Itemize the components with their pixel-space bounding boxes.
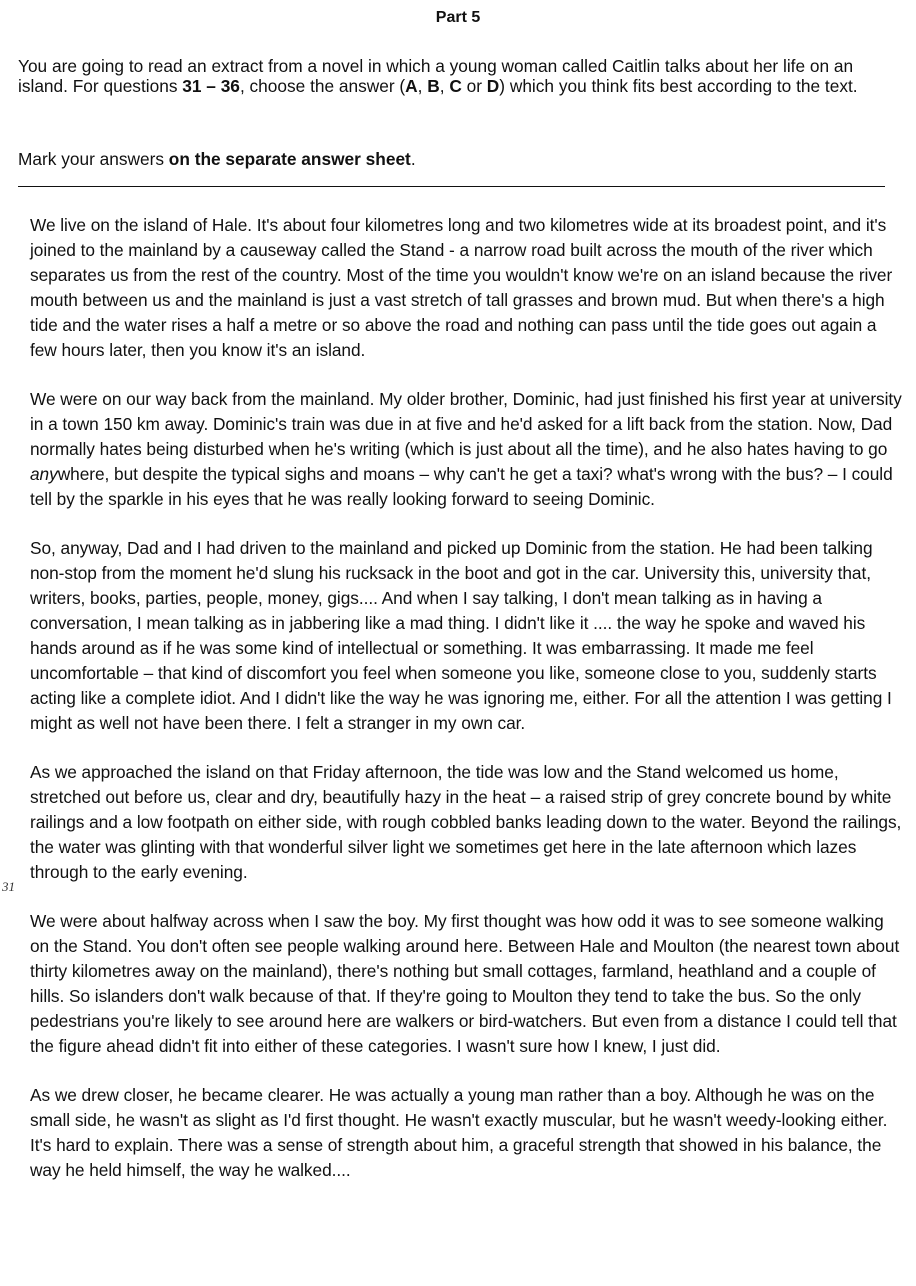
paragraph-6: As we drew closer, he became clearer. He was actually a young man rather than a boy. Although he was on the small side, he wasn't as slight as I'd first thought. He wasn't exactly muscular, but he wasn't weedy-looking either. It's hard to explain. There was a sense of strength about him, a graceful strength that showed in his balance, the way he held himself, the way he walked.... <box>30 1085 888 1180</box>
reading-passage <box>30 213 902 1207</box>
paragraph-5: We were about halfway across when I saw the boy. My first thought was how odd it was to see someone walking on the Stand. You don't often see people walking around here. Between Hale and Moulton (the nearest town about thirty kilometres away on the mainland), there's nothing but small cottages, farmland, heathland and a couple of hills. So islanders don't walk because of that. If they're going to Moulton they tend to take the bus. So the only pedestrians you're likely to see around here are walkers or bird-watchers. But even from a distance I could tell that the figure ahead didn't fit into either of these categories. I wasn't sure how I knew, I just did. <box>30 911 900 1056</box>
paragraph-2: We were on our way back from the mainland. My older brother, Dominic, had just finished his first year at university in a town 150 km away. Dominic's train was due in at five and he'd asked for a lift back from the station. Now, Dad normally hates being disturbed when he's writing (which is just about all the time), and he also hates having to go anywhere, but despite the typical sighs and moans – why can't he get a taxi? what's wrong with the bus? – I could tell by the sparkle in his eyes that he was really looking forward to seeing Dominic. <box>30 389 902 509</box>
paragraph-3: So, anyway, Dad and I had driven to the mainland and picked up Dominic from the station. He had been talking non-stop from the moment he'd slung his rucksack in the boot and got in the car. University this, university that, writers, books, parties, people, money, gigs.... And when I say talking, I don't mean talking as in having a conversation, I mean talking as in jabbering like a mad thing. I didn't like it .... the way he spoke and waved his hands around as if he was some kind of intellectual or something. It was embarrassing. It made me feel uncomfortable – that kind of discomfort you feel when someone you like, someone close to you, suddenly starts acting like a complete idiot. And I didn't like the way he was ignoring me, either. For all the attention I was getting I might as well not have been there. I felt a stranger in my own car. <box>30 538 892 733</box>
instructions: You are going to read an extract from a novel in which a young woman called Caitlin talks about her life on an island. For questions 31 – 36, choose the answer (A, B, C or D) which you think fits best according to the text. <box>18 56 858 96</box>
page-title: Part 5 <box>435 9 481 26</box>
paragraph-4: As we approached the island on that Friday afternoon, the tide was low and the Stand welcomed us home, stretched out before us, clear and dry, beautifully hazy in the heat – a raised strip of grey concrete bound by white railings and a low footpath on either side, with rough cobbled banks leading down to the water. Beyond the railings, the water was glinting with that wonderful silver light we sometimes get here in the late afternoon which lazes through to the early evening. <box>30 762 902 882</box>
question-line-marker: 31 <box>2 879 15 894</box>
paragraph-1: We live on the island of Hale. It's about four kilometres long and two kilometres wide at its broadest point, and it's joined to the mainland by a causeway called the Stand - a narrow road built across the mouth of the river which separates us from the rest of the country. Most of the time you wouldn't know we're on an island because the river mouth between us and the mainland is just a vast stretch of tall grasses and brown mud. But when there's a high tide and the water rises a half a metre or so above the road and nothing can pass until the tide goes out again a few hours later, then you know it's an island. <box>30 215 893 360</box>
divider <box>18 186 885 187</box>
answer-instruction: Mark your answers on the separate answer sheet. <box>18 149 416 169</box>
